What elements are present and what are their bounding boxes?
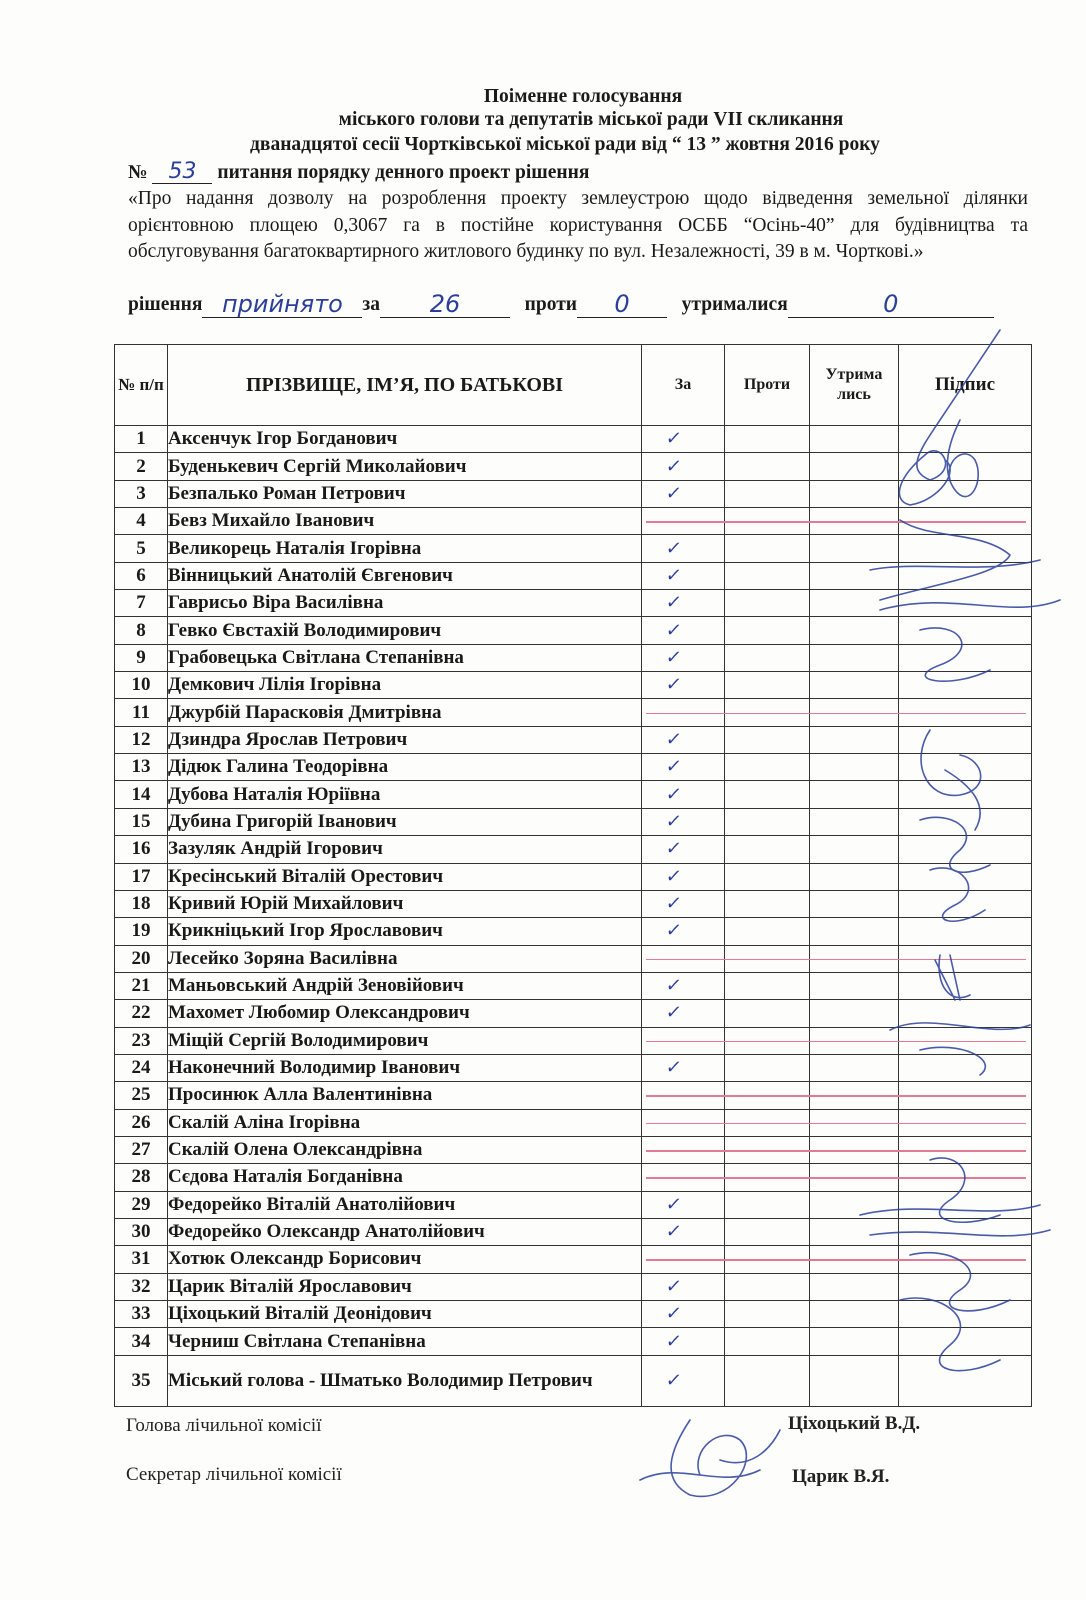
row-number: 29 [115, 1191, 168, 1218]
row-number: 27 [115, 1136, 168, 1163]
signature-cell [899, 1328, 1032, 1355]
row-number: 6 [115, 562, 168, 589]
abstained-value-field [788, 290, 994, 318]
vote-abstained-cell [810, 781, 899, 808]
vote-for-cell [642, 535, 725, 562]
vote-against-cell [725, 590, 810, 617]
abstained-label: утрималися [681, 294, 788, 315]
check-mark-icon: ✓ [664, 646, 684, 668]
signature-cell [899, 890, 1032, 917]
signature-cell [899, 836, 1032, 863]
table-row [115, 836, 1032, 863]
secretary-name: Царик В.Я. [792, 1466, 890, 1487]
row-number: 23 [115, 1027, 168, 1054]
check-mark-icon: ✓ [664, 865, 684, 887]
vote-abstained-cell [810, 1218, 899, 1245]
vote-for-cell [642, 672, 725, 699]
against-value-field [577, 290, 667, 318]
deputy-name: Дзиндра Ярослав Петрович [168, 726, 642, 753]
table-row [115, 426, 1032, 453]
vote-against-cell [725, 672, 810, 699]
row-number: 1 [115, 426, 168, 453]
row-number: 5 [115, 535, 168, 562]
vote-against-cell [725, 617, 810, 644]
vote-abstained-cell [810, 562, 899, 589]
vote-against-cell [725, 1000, 810, 1027]
vote-against-cell [725, 480, 810, 507]
signature-cell [899, 726, 1032, 753]
signature-cell [899, 535, 1032, 562]
vote-against-cell [725, 836, 810, 863]
check-mark-icon: ✓ [664, 619, 684, 641]
row-number: 35 [115, 1355, 168, 1406]
deputy-name: Бевз Михайло Іванович [168, 508, 642, 535]
signature-cell [899, 617, 1032, 644]
vote-for-cell [642, 754, 725, 781]
table-row [115, 672, 1032, 699]
signature-cell [899, 1301, 1032, 1328]
row-number: 9 [115, 644, 168, 671]
deputy-name: Скалій Олена Олександрівна [168, 1136, 642, 1163]
row-number: 8 [115, 617, 168, 644]
vote-for-cell [642, 972, 725, 999]
vote-abstained-cell [810, 1000, 899, 1027]
deputy-name: Кривий Юрій Михайлович [168, 890, 642, 917]
against-value-handwritten: 0 [614, 290, 630, 318]
header-name: ПРІЗВИЩЕ, ІМ’Я, ПО БАТЬКОВІ [168, 345, 642, 426]
table-row [115, 726, 1032, 753]
table-row [115, 1273, 1032, 1300]
header-number: № п/п [115, 345, 168, 426]
vote-against-cell [725, 890, 810, 917]
vote-against-cell [725, 1355, 810, 1406]
deputy-name: Махомет Любомир Олександрович [168, 1000, 642, 1027]
secretary-label: Секретар лічильної комісії [126, 1464, 342, 1485]
deputy-name: Крикніцький Ігор Ярославович [168, 918, 642, 945]
vote-for-cell [642, 890, 725, 917]
row-number: 33 [115, 1301, 168, 1328]
deputy-name: Ціхоцький Віталій Деонідович [168, 1301, 642, 1328]
vote-abstained-cell [810, 453, 899, 480]
table-row [115, 972, 1032, 999]
check-mark-icon: ✓ [664, 428, 684, 450]
check-mark-icon: ✓ [664, 592, 684, 614]
deputy-name: Дідюк Галина Теодорівна [168, 754, 642, 781]
chair-label: Голова лічильної комісії [126, 1415, 322, 1436]
vote-against-cell [725, 918, 810, 945]
vote-abstained-cell [810, 918, 899, 945]
signature-cell [899, 863, 1032, 890]
signature-cell [899, 1054, 1032, 1081]
session-line: дванадцятої сесії Чортківської міської ради від “ 13 ” жовтня 2016 року [250, 134, 880, 155]
vote-against-cell [725, 726, 810, 753]
table-row [115, 562, 1032, 589]
check-mark-icon: ✓ [664, 1221, 684, 1243]
decision-line [128, 292, 1028, 318]
vote-for-cell [642, 590, 725, 617]
vote-against-cell [725, 1191, 810, 1218]
vote-for-cell [642, 1000, 725, 1027]
vote-for-cell [642, 426, 725, 453]
row-number: 19 [115, 918, 168, 945]
decision-value-field [202, 290, 362, 318]
deputy-name: Міщій Сергій Володимирович [168, 1027, 642, 1054]
absent-strike-line [646, 521, 1026, 523]
vote-for-cell [642, 1301, 725, 1328]
check-mark-icon: ✓ [664, 1002, 684, 1024]
table-row [115, 918, 1032, 945]
signature-cell [899, 808, 1032, 835]
row-number: 17 [115, 863, 168, 890]
table-row [115, 1301, 1032, 1328]
deputy-name: Міський голова - Шматько Володимир Петрович [168, 1355, 642, 1406]
deputy-name: Грабовецька Світлана Степанівна [168, 644, 642, 671]
deputy-name: Просинюк Алла Валентинівна [168, 1082, 642, 1109]
signature-cell [899, 972, 1032, 999]
header-for: За [642, 345, 725, 426]
vote-for-cell [642, 781, 725, 808]
table-row [115, 863, 1032, 890]
deputy-name: Демкович Лілія Ігорівна [168, 672, 642, 699]
deputy-name: Джурбій Парасковія Дмитрівна [168, 699, 642, 726]
row-number: 31 [115, 1246, 168, 1273]
signature-cell [899, 672, 1032, 699]
table-row [115, 808, 1032, 835]
vote-abstained-cell [810, 1054, 899, 1081]
vote-abstained-cell [810, 426, 899, 453]
check-mark-icon: ✓ [664, 810, 684, 832]
row-number: 30 [115, 1218, 168, 1245]
table-row [115, 617, 1032, 644]
row-number: 22 [115, 1000, 168, 1027]
against-label: проти [524, 294, 578, 315]
vote-against-cell [725, 863, 810, 890]
signature-cell [899, 781, 1032, 808]
signature-cell [899, 1355, 1032, 1406]
absent-strike-line [646, 1041, 1026, 1043]
chair-name: Ціхоцький В.Д. [788, 1413, 921, 1434]
vote-against-cell [725, 808, 810, 835]
row-number: 14 [115, 781, 168, 808]
row-number: 18 [115, 890, 168, 917]
vote-abstained-cell [810, 1355, 899, 1406]
deputy-name: Маньовський Андрій Зеновійович [168, 972, 642, 999]
check-mark-icon: ✓ [664, 728, 684, 750]
deputy-name: Вінницький Анатолій Євгенович [168, 562, 642, 589]
row-number: 21 [115, 972, 168, 999]
vote-abstained-cell [810, 863, 899, 890]
check-mark-icon: ✓ [664, 783, 684, 805]
deputy-name: Черниш Світлана Степанівна [168, 1328, 642, 1355]
table-row [115, 644, 1032, 671]
vote-abstained-cell [810, 972, 899, 999]
vote-against-cell [725, 1273, 810, 1300]
vote-for-cell [642, 453, 725, 480]
row-number: 26 [115, 1109, 168, 1136]
table-row [115, 890, 1032, 917]
signature-cell [899, 453, 1032, 480]
row-number: 34 [115, 1328, 168, 1355]
check-mark-icon: ✓ [664, 838, 684, 860]
row-number: 25 [115, 1082, 168, 1109]
vote-abstained-cell [810, 617, 899, 644]
vote-for-cell [642, 562, 725, 589]
vote-for-cell [642, 918, 725, 945]
vote-against-cell [725, 754, 810, 781]
check-mark-icon: ✓ [664, 1330, 684, 1352]
vote-abstained-cell [810, 754, 899, 781]
deputy-name: Федорейко Олександр Анатолійович [168, 1218, 642, 1245]
deputy-name: Великорець Наталія Ігорівна [168, 535, 642, 562]
vote-for-cell [642, 1355, 725, 1406]
deputy-name: Зазуляк Андрій Ігорович [168, 836, 642, 863]
decision-value-handwritten: прийнято [221, 290, 343, 318]
vote-abstained-cell [810, 535, 899, 562]
check-mark-icon: ✓ [664, 1193, 684, 1215]
table-row [115, 1355, 1032, 1406]
table-header-row [115, 345, 1032, 426]
deputy-name: Наконечний Володимир Іванович [168, 1054, 642, 1081]
deputy-name: Федорейко Віталій Анатолійович [168, 1191, 642, 1218]
table-row [115, 1000, 1032, 1027]
vote-for-cell [642, 1191, 725, 1218]
table-row [115, 1218, 1032, 1245]
document-title: Поіменне голосування [483, 86, 683, 107]
table-row [115, 754, 1032, 781]
check-mark-icon: ✓ [664, 674, 684, 696]
absent-strike-line [646, 1177, 1026, 1179]
vote-against-cell [725, 781, 810, 808]
question-text: «Про надання дозволу на розроблення проекту землеустрою щодо відведення земельної ділянки орієнтовною площею 0,3067 га в постійне користування ОСББ “Осінь-40” для будівництва та обслуговування багатоквартирного житлового будинку по вул. Незалежності, 39 в м. Чорткові.» [128, 188, 1028, 262]
deputy-name: Хотюк Олександр Борисович [168, 1246, 642, 1273]
row-number: 20 [115, 945, 168, 972]
row-number: 4 [115, 508, 168, 535]
vote-abstained-cell [810, 1273, 899, 1300]
deputy-name: Гаврисьо Віра Василівна [168, 590, 642, 617]
vote-abstained-cell [810, 644, 899, 671]
check-mark-icon: ✓ [664, 1275, 684, 1297]
row-number: 11 [115, 699, 168, 726]
table-row [115, 1191, 1032, 1218]
vote-against-cell [725, 1218, 810, 1245]
vote-abstained-cell [810, 1301, 899, 1328]
signature-cell [899, 754, 1032, 781]
deputy-name: Дубина Григорій Іванович [168, 808, 642, 835]
check-mark-icon: ✓ [664, 893, 684, 915]
check-mark-icon: ✓ [664, 920, 684, 942]
row-number: 7 [115, 590, 168, 617]
check-mark-icon: ✓ [664, 482, 684, 504]
vote-for-cell [642, 644, 725, 671]
table-row [115, 453, 1032, 480]
check-mark-icon: ✓ [664, 1369, 684, 1391]
check-mark-icon: ✓ [664, 564, 684, 586]
signature-cell [899, 1000, 1032, 1027]
deputy-name: Царик Віталій Ярославович [168, 1273, 642, 1300]
vote-abstained-cell [810, 836, 899, 863]
row-number: 3 [115, 480, 168, 507]
vote-for-cell [642, 1328, 725, 1355]
row-number: 12 [115, 726, 168, 753]
question-title-bold: питання порядку денного проект рішення [217, 162, 590, 183]
deputy-name: Лесейко Зоряна Василівна [168, 945, 642, 972]
deputy-name: Буденькевич Сергій Миколайович [168, 453, 642, 480]
vote-abstained-cell [810, 890, 899, 917]
absent-strike-line [646, 713, 1026, 715]
vote-abstained-cell [810, 590, 899, 617]
check-mark-icon: ✓ [664, 1303, 684, 1325]
absent-strike-line [646, 1123, 1026, 1125]
check-mark-icon: ✓ [664, 975, 684, 997]
vote-against-cell [725, 426, 810, 453]
deputy-name: Сєдова Наталія Богданівна [168, 1164, 642, 1191]
vote-against-cell [725, 562, 810, 589]
vote-for-cell [642, 1218, 725, 1245]
table-row [115, 1328, 1032, 1355]
deputy-name: Аксенчук Ігор Богданович [168, 426, 642, 453]
vote-for-cell [642, 863, 725, 890]
vote-for-cell [642, 808, 725, 835]
row-number: 13 [115, 754, 168, 781]
table-row [115, 1054, 1032, 1081]
document-subtitle: міського голови та депутатів міської ради VІІ скликання [338, 109, 844, 130]
header-against: Проти [725, 345, 810, 426]
vote-for-cell [642, 726, 725, 753]
signature-cell [899, 480, 1032, 507]
deputy-name: Дубова Наталія Юріївна [168, 781, 642, 808]
table-row [115, 781, 1032, 808]
signature-cell [899, 1191, 1032, 1218]
vote-against-cell [725, 972, 810, 999]
deputy-name: Гевко Євстахій Володимирович [168, 617, 642, 644]
question-number-label: № [128, 162, 148, 183]
signature-cell [899, 426, 1032, 453]
signature-cell [899, 562, 1032, 589]
signature-cell [899, 918, 1032, 945]
vote-against-cell [725, 1054, 810, 1081]
vote-for-cell [642, 836, 725, 863]
signature-cell [899, 590, 1032, 617]
abstained-value-handwritten: 0 [883, 290, 899, 318]
vote-against-cell [725, 1328, 810, 1355]
absent-strike-line [646, 959, 1026, 961]
vote-against-cell [725, 453, 810, 480]
absent-strike-line [646, 1259, 1026, 1261]
for-label: за [362, 294, 380, 315]
signature-cell [899, 644, 1032, 671]
row-number: 15 [115, 808, 168, 835]
question-line [128, 160, 1028, 186]
absent-strike-line [646, 1095, 1026, 1097]
question-number-handwritten: 53 [152, 161, 212, 184]
vote-against-cell [725, 644, 810, 671]
vote-abstained-cell [810, 672, 899, 699]
for-value-field [380, 290, 510, 318]
vote-against-cell [725, 535, 810, 562]
vote-abstained-cell [810, 726, 899, 753]
vote-abstained-cell [810, 808, 899, 835]
row-number: 10 [115, 672, 168, 699]
row-number: 16 [115, 836, 168, 863]
row-number: 2 [115, 453, 168, 480]
deputy-name: Кресінський Віталій Орестович [168, 863, 642, 890]
check-mark-icon: ✓ [664, 1057, 684, 1079]
vote-abstained-cell [810, 1191, 899, 1218]
vote-for-cell [642, 1054, 725, 1081]
absent-strike-line [646, 1150, 1026, 1152]
vote-abstained-cell [810, 480, 899, 507]
header-signature: Підпис [899, 345, 1032, 426]
row-number: 24 [115, 1054, 168, 1081]
check-mark-icon: ✓ [664, 756, 684, 778]
row-number: 32 [115, 1273, 168, 1300]
check-mark-icon: ✓ [664, 455, 684, 477]
signature-cell [899, 1273, 1032, 1300]
table-row [115, 590, 1032, 617]
row-number: 28 [115, 1164, 168, 1191]
check-mark-icon: ✓ [664, 537, 684, 559]
signature-cell [899, 1218, 1032, 1245]
vote-against-cell [725, 1301, 810, 1328]
header-abstained: Утрима лись [810, 345, 899, 426]
voting-table [114, 344, 1032, 1407]
vote-for-cell [642, 1273, 725, 1300]
vote-abstained-cell [810, 1328, 899, 1355]
decision-label: рішення [128, 294, 203, 315]
deputy-name: Скалій Аліна Ігорівна [168, 1109, 642, 1136]
for-value-handwritten: 26 [429, 290, 461, 318]
vote-for-cell [642, 617, 725, 644]
table-row [115, 480, 1032, 507]
vote-for-cell [642, 480, 725, 507]
table-row [115, 535, 1032, 562]
deputy-name: Безпалько Роман Петрович [168, 480, 642, 507]
